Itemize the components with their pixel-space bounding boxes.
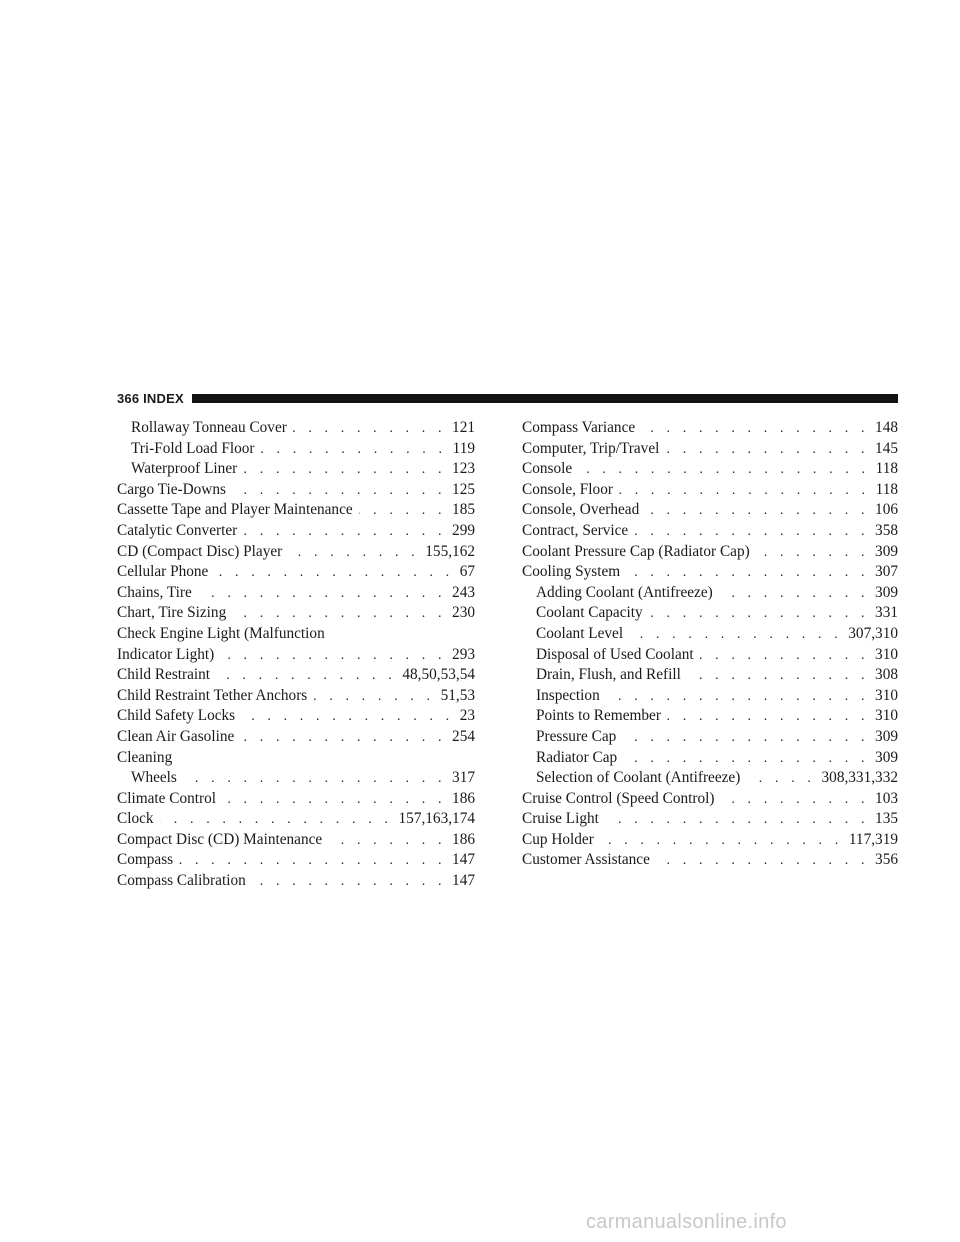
index-entry — [117, 604, 475, 625]
dot-leader — [243, 524, 446, 540]
entry-label: Drain, Flush, and Refill — [536, 666, 681, 684]
entry-label: Child Restraint Tether Anchors — [117, 686, 308, 704]
dot-leader — [328, 833, 446, 849]
entry-page-number: 308 — [875, 666, 898, 684]
entry-page-number: 119 — [452, 439, 475, 457]
dot-leader — [241, 709, 454, 725]
dot-leader — [293, 421, 446, 437]
entry-label: Compass — [117, 851, 174, 869]
dot-leader — [220, 648, 446, 664]
dot-leader — [619, 483, 870, 499]
entry-label: Points to Remember — [536, 707, 661, 725]
dot-leader — [232, 483, 446, 499]
index-entry — [117, 831, 475, 852]
entry-page-number: 67 — [459, 563, 475, 581]
dot-leader — [667, 709, 869, 725]
index-entry — [117, 666, 475, 687]
entry-label: Cooling System — [522, 563, 621, 581]
index-entry — [117, 522, 475, 543]
index-entry — [117, 749, 475, 770]
index-entry — [522, 707, 898, 728]
entry-page-number: 148 — [875, 419, 898, 436]
index-entry — [117, 851, 475, 872]
entry-page-number: 309 — [875, 727, 898, 745]
index-entry — [522, 460, 898, 481]
page-header-text — [117, 391, 184, 406]
index-entry — [522, 790, 898, 811]
entry-label: Cellular Phone — [117, 563, 209, 581]
entry-page-number: 356 — [875, 851, 898, 869]
entry-page-number: 308,331,332 — [821, 769, 898, 787]
entry-label: Adding Coolant (Antifreeze) — [536, 583, 713, 601]
dot-leader — [626, 565, 869, 581]
entry-label: Cleaning — [117, 748, 173, 766]
dot-leader — [243, 462, 446, 478]
entry-page-number: 106 — [875, 501, 898, 519]
index-entry — [117, 790, 475, 811]
entry-label: Child Restraint — [117, 666, 211, 684]
index-entry — [117, 687, 475, 708]
dot-leader — [240, 730, 446, 746]
dot-leader — [746, 771, 815, 787]
dot-leader — [606, 689, 869, 705]
entry-label: Child Safety Locks — [117, 707, 236, 725]
entry-label: Cruise Control (Speed Control) — [522, 789, 715, 807]
entry-page-number: 117,319 — [848, 830, 898, 848]
index-entry — [117, 728, 475, 749]
entry-label: Coolant Capacity — [536, 604, 643, 622]
index-entry — [117, 584, 475, 605]
entry-label: Check Engine Light (Malfunction — [117, 624, 325, 642]
entry-label: Cargo Tie-Downs — [117, 480, 226, 498]
entry-label: Chains, Tire — [117, 583, 192, 601]
entry-page-number: 243 — [452, 583, 475, 601]
index-entry — [117, 440, 475, 461]
entry-label: Cassette Tape and Player Maintenance — [117, 501, 353, 519]
index-entry — [117, 563, 475, 584]
dot-leader — [288, 545, 419, 561]
entry-label: Computer, Trip/Travel — [522, 439, 660, 457]
index-entry — [117, 707, 475, 728]
index-entry — [522, 851, 898, 872]
watermark: carmanualsonline.info — [586, 1211, 787, 1233]
page-number: 366 — [117, 390, 140, 406]
entry-label: Wheels — [131, 769, 177, 787]
entry-page-number: 307,310 — [848, 624, 898, 642]
dot-leader — [641, 421, 869, 437]
entry-page-number: 103 — [875, 789, 898, 807]
index-entry — [522, 749, 898, 770]
entry-label: Console, Floor — [522, 480, 613, 498]
entry-label: Compass Variance — [522, 419, 636, 436]
entry-page-number: 309 — [875, 583, 898, 601]
dot-leader — [622, 730, 869, 746]
dot-leader — [198, 586, 446, 602]
dot-leader — [687, 668, 869, 684]
dot-leader — [214, 565, 453, 581]
dot-leader — [656, 853, 869, 869]
entry-label: Compass Calibration — [117, 872, 246, 890]
section-title: INDEX — [143, 390, 184, 406]
entry-label: Waterproof Liner — [131, 460, 238, 478]
dot-leader — [665, 442, 869, 458]
dot-leader — [359, 503, 446, 519]
entry-label: Climate Control — [117, 789, 216, 807]
index-column-right — [522, 419, 898, 872]
entry-label: Console — [522, 460, 573, 478]
entry-page-number: 310 — [875, 645, 898, 663]
dot-leader — [623, 751, 869, 767]
entry-label: Tri-Fold Load Floor — [131, 439, 255, 457]
entry-label: CD (Compact Disc) Player — [117, 542, 283, 560]
dot-leader — [700, 648, 869, 664]
entry-page-number: 51,53 — [440, 686, 475, 704]
index-entry — [117, 543, 475, 564]
entry-page-number: 307 — [875, 563, 898, 581]
entry-page-number: 310 — [875, 707, 898, 725]
entry-page-number: 48,50,53,54 — [402, 666, 475, 684]
header-rule — [192, 394, 898, 403]
index-entry — [522, 543, 898, 564]
index-entry — [117, 481, 475, 502]
entry-label: Contract, Service — [522, 521, 629, 539]
entry-label: Clock — [117, 810, 154, 828]
dot-leader — [756, 545, 869, 561]
entry-label: Customer Assistance — [522, 851, 650, 869]
dot-leader — [261, 442, 447, 458]
dot-leader — [649, 606, 869, 622]
dot-leader — [160, 812, 393, 828]
index-entry — [522, 728, 898, 749]
index-entry — [522, 646, 898, 667]
entry-label: Indicator Light) — [117, 645, 215, 663]
entry-page-number: 125 — [452, 480, 475, 498]
entry-page-number: 331 — [875, 604, 898, 622]
entry-label: Selection of Coolant (Antifreeze) — [536, 769, 741, 787]
index-entry — [117, 501, 475, 522]
entry-page-number: 317 — [452, 769, 475, 787]
entry-page-number: 147 — [452, 851, 475, 869]
entry-page-number: 121 — [452, 419, 475, 436]
entry-page-number: 186 — [452, 789, 475, 807]
index-entry — [522, 687, 898, 708]
entry-label: Inspection — [536, 686, 600, 704]
index-entry — [522, 625, 898, 646]
dot-leader — [252, 874, 446, 890]
index-entry — [117, 810, 475, 831]
index-column-left — [117, 419, 475, 893]
entry-page-number: 293 — [452, 645, 475, 663]
entry-page-number: 310 — [875, 686, 898, 704]
entry-label: Coolant Pressure Cap (Radiator Cap) — [522, 542, 750, 560]
dot-leader — [232, 606, 446, 622]
entry-page-number: 254 — [452, 727, 475, 745]
index-entry — [117, 625, 475, 646]
entry-label: Pressure Cap — [536, 727, 617, 745]
entry-page-number: 147 — [452, 872, 475, 890]
index-entry — [117, 460, 475, 481]
dot-leader — [183, 771, 446, 787]
index-entry — [117, 646, 475, 667]
dot-leader — [222, 792, 446, 808]
dot-leader — [605, 812, 869, 828]
index-entry — [117, 769, 475, 790]
index-entry — [522, 440, 898, 461]
entry-label: Clean Air Gasoline — [117, 727, 235, 745]
dot-leader — [629, 627, 842, 643]
entry-page-number: 118 — [875, 480, 898, 498]
entry-label: Console, Overhead — [522, 501, 640, 519]
index-entry — [117, 419, 475, 440]
dot-leader — [179, 853, 446, 869]
entry-page-number: 123 — [452, 460, 475, 478]
index-entry — [522, 810, 898, 831]
entry-page-number: 309 — [875, 748, 898, 766]
entry-page-number: 185 — [452, 501, 475, 519]
index-entry — [522, 563, 898, 584]
entry-page-number: 358 — [875, 521, 898, 539]
entry-page-number: 145 — [875, 439, 898, 457]
entry-label: Radiator Cap — [536, 748, 618, 766]
dot-leader — [600, 833, 843, 849]
index-entry — [522, 604, 898, 625]
entry-label: Disposal of Used Coolant — [536, 645, 694, 663]
index-entry — [522, 666, 898, 687]
dot-leader — [313, 689, 434, 705]
entry-page-number: 299 — [452, 521, 475, 539]
index-entry — [117, 872, 475, 893]
entry-page-number: 155,162 — [425, 542, 475, 560]
entry-page-number: 23 — [459, 707, 475, 725]
entry-label: Chart, Tire Sizing — [117, 604, 227, 622]
entry-page-number: 309 — [875, 542, 898, 560]
entry-page-number: 230 — [452, 604, 475, 622]
index-entry — [522, 501, 898, 522]
index-entry — [522, 481, 898, 502]
entry-label: Compact Disc (CD) Maintenance — [117, 830, 323, 848]
entry-label: Cruise Light — [522, 810, 599, 828]
index-entry — [522, 831, 898, 852]
entry-label: Rollaway Tonneau Cover — [131, 419, 287, 436]
index-entry — [522, 419, 898, 440]
dot-leader — [634, 524, 869, 540]
entry-label: Catalytic Converter — [117, 521, 238, 539]
page-header — [117, 388, 898, 408]
dot-leader — [719, 586, 869, 602]
entry-page-number: 118 — [875, 460, 898, 478]
index-entry — [522, 584, 898, 605]
dot-leader — [216, 668, 396, 684]
entry-label: Coolant Level — [536, 624, 624, 642]
dot-leader — [578, 462, 869, 478]
entry-label: Cup Holder — [522, 830, 594, 848]
dot-leader — [720, 792, 869, 808]
index-entry — [522, 769, 898, 790]
index-entry — [522, 522, 898, 543]
entry-page-number: 186 — [452, 830, 475, 848]
entry-page-number: 157,163,174 — [398, 810, 475, 828]
entry-page-number: 135 — [875, 810, 898, 828]
dot-leader — [645, 503, 869, 519]
